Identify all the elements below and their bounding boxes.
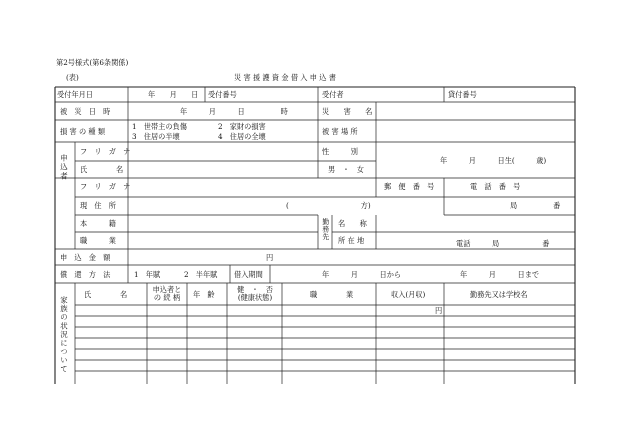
sex-label: 性 別: [322, 147, 358, 156]
damage-option-1[interactable]: 1 世帯主の負傷: [132, 122, 187, 131]
form-side-label: (表): [66, 73, 79, 82]
birth-date[interactable]: 年 月 日生( 歳): [440, 156, 547, 165]
family-col-name: 氏 名: [84, 290, 128, 299]
family-section-label: 家族の状況について: [59, 296, 69, 374]
loan-period-to[interactable]: 年 月 日まで: [460, 270, 540, 279]
page-title: 災 害 援 護 資 金 借 入 申 込 書: [234, 73, 336, 82]
occupation-label: 職 業: [80, 236, 116, 245]
loan-amount-label: 申 込 金 額: [60, 253, 111, 262]
furigana-label-2: フ リ ガ ナ: [80, 182, 131, 191]
disaster-name-label: 災 害 名: [322, 107, 373, 116]
damage-type-label: 損 害 の 種 類: [60, 127, 106, 136]
workplace-label: 勤務先: [320, 218, 329, 241]
receiver-label: 受付者: [322, 90, 344, 99]
name-label: 氏 名: [80, 165, 124, 174]
workplace-address-label: 所 在 地: [338, 236, 365, 245]
damage-option-4[interactable]: 4 住居の全壊: [218, 132, 266, 141]
postal-code-label: 郵 便 番 号: [384, 182, 435, 191]
disaster-time-value[interactable]: 年 月 日 時: [180, 107, 288, 116]
address-label: 現 住 所: [80, 201, 116, 210]
family-col-health: 健 ・ 否 (健康状態): [237, 285, 273, 303]
applicant-group-label: 申込者: [59, 154, 69, 181]
sex-value[interactable]: 男 ・ 女: [328, 165, 364, 174]
workplace-name-label: 名 称: [338, 219, 367, 228]
domicile-label: 本 籍: [80, 219, 116, 228]
family-col-relation: 申込者と の 続 柄: [152, 285, 182, 303]
loan-amount-unit: 円: [266, 253, 274, 262]
damage-place-label: 被 害 場 所: [322, 127, 358, 136]
workplace-phone[interactable]: 電話 局 番: [456, 239, 550, 248]
repay-semiannual-option[interactable]: 2 半年賦: [184, 270, 218, 279]
repay-annual-option[interactable]: 1 年賦: [134, 270, 161, 279]
loan-period-from[interactable]: 年 月 日から: [322, 270, 402, 279]
phone-exchange[interactable]: 局 番: [510, 201, 561, 210]
form-number: 第2号様式(第6条関係): [56, 58, 129, 67]
loan-number-label: 貸付番号: [448, 90, 477, 99]
damage-option-3[interactable]: 3 住居の半壊: [132, 132, 180, 141]
phone-label: 電 話 番 号: [470, 182, 521, 191]
family-col-age: 年 齢: [193, 290, 215, 299]
loan-period-label: 借入期間: [234, 270, 263, 279]
damage-option-2[interactable]: 2 家財の損害: [218, 122, 266, 131]
received-number-label: 受付番号: [208, 90, 237, 99]
received-date-label: 受付年月日: [57, 90, 93, 99]
received-date-value[interactable]: 年 月 日: [148, 90, 199, 99]
family-col-workplace: 勤務先又は学校名: [470, 290, 528, 299]
family-col-occupation: 職 業: [310, 290, 354, 299]
disaster-time-label: 被 災 日 時: [60, 107, 111, 116]
family-col-income: 収入(月収): [391, 290, 426, 299]
repayment-method-label: 償 還 方 法: [60, 270, 111, 279]
address-care-of[interactable]: ( 方): [286, 201, 371, 210]
furigana-label: フ リ ガ ナ: [80, 147, 131, 156]
family-income-unit: 円: [435, 306, 443, 315]
